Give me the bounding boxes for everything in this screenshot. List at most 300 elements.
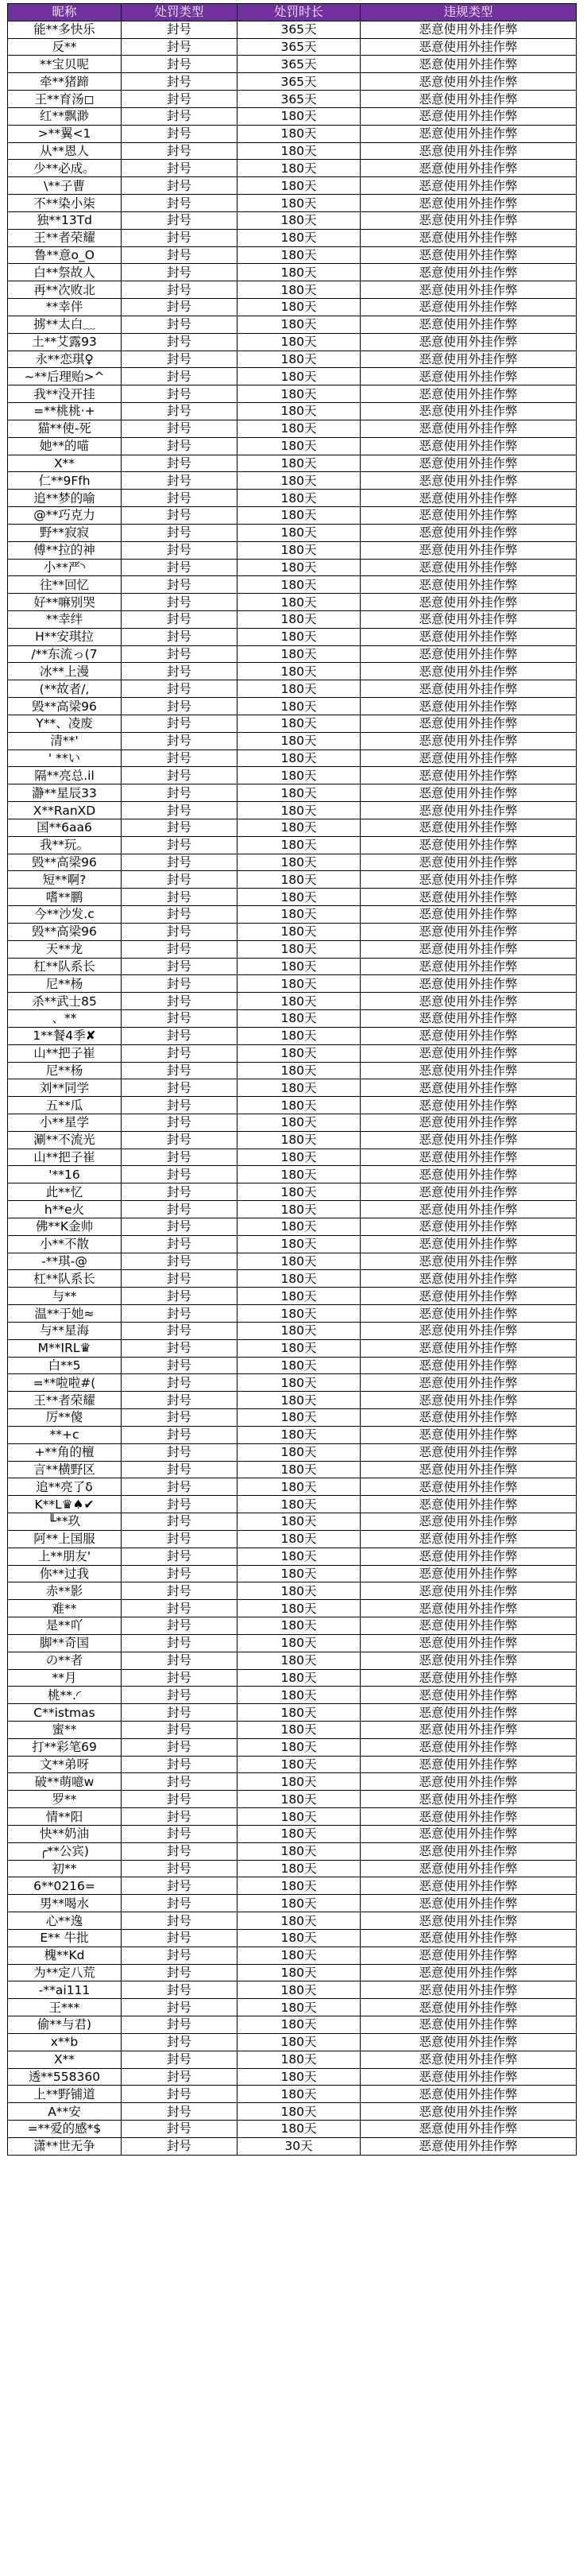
table-row [8,923,577,940]
cell-penalty-duration: 180天 [238,2086,361,2103]
cell-penalty-duration: 180天 [238,1392,361,1409]
table-row [8,211,577,229]
cell-violation-type: 恶意使用外挂作弊 [361,316,577,333]
cell-violation-type: 恶意使用外挂作弊 [361,1201,577,1218]
cell-penalty-duration: 180天 [238,2121,361,2138]
cell-violation-type: 恶意使用外挂作弊 [361,368,577,385]
table-row [8,645,577,663]
cell-penalty-type: 封号 [122,1773,238,1791]
cell-violation-type: 恶意使用外挂作弊 [361,2137,577,2155]
cell-penalty-type: 封号 [122,299,238,316]
cell-violation-type: 恶意使用外挂作弊 [361,1114,577,1132]
cell-penalty-duration: 180天 [238,715,361,732]
table-row [8,1478,577,1496]
cell-penalty-duration: 180天 [238,1044,361,1062]
table-row [8,229,577,246]
cell-penalty-type: 封号 [122,246,238,264]
cell-nickname: 杀**武士85 [8,993,122,1010]
cell-penalty-duration: 180天 [238,750,361,767]
cell-violation-type: 恶意使用外挂作弊 [361,1877,577,1895]
cell-penalty-type: 封号 [122,91,238,108]
cell-penalty-duration: 180天 [238,142,361,160]
cell-penalty-type: 封号 [122,281,238,299]
cell-penalty-type: 封号 [122,1738,238,1756]
cell-nickname: @**巧克力 [8,507,122,525]
table-row [8,142,577,160]
cell-violation-type: 恶意使用外挂作弊 [361,784,577,802]
cell-violation-type: 恶意使用外挂作弊 [361,1669,577,1687]
cell-penalty-duration: 180天 [238,1131,361,1149]
table-row [8,1929,577,1947]
cell-penalty-type: 封号 [122,610,238,628]
cell-violation-type: 恶意使用外挂作弊 [361,1253,577,1270]
cell-penalty-duration: 180天 [238,923,361,940]
cell-nickname: 王*** [8,1999,122,2016]
table-row [8,125,577,142]
cell-penalty-type: 封号 [122,1166,238,1183]
table-row [8,160,577,177]
cell-penalty-duration: 180天 [238,1652,361,1669]
cell-nickname: X** [8,455,122,472]
cell-penalty-duration: 180天 [238,1426,361,1443]
cell-nickname: M**IRL♛ [8,1339,122,1357]
cell-violation-type: 恶意使用外挂作弊 [361,1842,577,1860]
cell-violation-type: 恶意使用外挂作弊 [361,1895,577,1912]
cell-penalty-type: 封号 [122,1756,238,1773]
cell-nickname: 国**6aa6 [8,819,122,836]
cell-nickname: 难** [8,1600,122,1617]
cell-penalty-type: 封号 [122,1201,238,1218]
cell-nickname: E** 牛批 [8,1929,122,1947]
cell-penalty-duration: 180天 [238,1895,361,1912]
cell-penalty-duration: 180天 [238,784,361,802]
table-row [8,2137,577,2155]
cell-penalty-type: 封号 [122,524,238,541]
table-row [8,91,577,108]
table-row [8,2103,577,2121]
cell-penalty-duration: 180天 [238,177,361,195]
table-row [8,1791,577,1808]
cell-violation-type: 恶意使用外挂作弊 [361,73,577,91]
cell-penalty-duration: 180天 [238,1253,361,1270]
cell-violation-type: 恶意使用外挂作弊 [361,628,577,645]
cell-penalty-type: 封号 [122,1860,238,1877]
cell-penalty-duration: 180天 [238,1496,361,1513]
cell-violation-type: 恶意使用外挂作弊 [361,1166,577,1183]
cell-violation-type: 恶意使用外挂作弊 [361,211,577,229]
cell-penalty-type: 封号 [122,1895,238,1912]
table-row [8,2051,577,2068]
cell-nickname: 山**把子崔 [8,1149,122,1166]
cell-penalty-type: 封号 [122,1634,238,1652]
cell-penalty-duration: 180天 [238,645,361,663]
cell-penalty-type: 封号 [122,420,238,437]
cell-nickname: \**子曹 [8,177,122,195]
cell-penalty-duration: 180天 [238,1565,361,1582]
cell-violation-type: 恶意使用外挂作弊 [361,663,577,680]
cell-violation-type: 恶意使用外挂作弊 [361,1721,577,1738]
cell-nickname: 罗** [8,1791,122,1808]
cell-violation-type: 恶意使用外挂作弊 [361,281,577,299]
cell-nickname: 少**必成。 [8,160,122,177]
cell-violation-type: 恶意使用外挂作弊 [361,1808,577,1826]
cell-violation-type: 恶意使用外挂作弊 [361,160,577,177]
table-row [8,1062,577,1079]
cell-nickname: ~**后理贻>^ [8,368,122,385]
cell-penalty-duration: 180天 [238,1964,361,1981]
cell-penalty-type: 封号 [122,871,238,889]
cell-violation-type: 恶意使用外挂作弊 [361,1981,577,1999]
cell-penalty-duration: 180天 [238,819,361,836]
cell-penalty-duration: 180天 [238,195,361,212]
cell-penalty-type: 封号 [122,1513,238,1531]
table-row [8,524,577,541]
table-row [8,21,577,38]
cell-penalty-type: 封号 [122,1877,238,1895]
cell-violation-type: 恶意使用外挂作弊 [361,2121,577,2138]
table-row [8,1877,577,1895]
cell-nickname: h**e火 [8,1201,122,1218]
cell-nickname: 阿**上国服 [8,1530,122,1548]
cell-penalty-type: 封号 [122,1357,238,1374]
cell-penalty-type: 封号 [122,2121,238,2138]
cell-violation-type: 恶意使用外挂作弊 [361,645,577,663]
cell-nickname: 白**祭故人 [8,264,122,281]
cell-penalty-duration: 180天 [238,628,361,645]
cell-violation-type: 恶意使用外挂作弊 [361,56,577,73]
cell-nickname: **幸绊 [8,610,122,628]
cell-penalty-duration: 180天 [238,1548,361,1565]
cell-penalty-duration: 180天 [238,1461,361,1478]
cell-penalty-type: 封号 [122,1097,238,1114]
cell-penalty-type: 封号 [122,368,238,385]
cell-violation-type: 恶意使用外挂作弊 [361,1183,577,1201]
cell-violation-type: 恶意使用外挂作弊 [361,559,577,576]
cell-penalty-type: 封号 [122,2103,238,2121]
cell-penalty-duration: 180天 [238,1305,361,1323]
cell-violation-type: 恶意使用外挂作弊 [361,1756,577,1773]
table-row [8,316,577,333]
cell-nickname: 男**喝水 [8,1895,122,1912]
cell-nickname: の**者 [8,1652,122,1669]
table-row [8,663,577,680]
cell-penalty-type: 封号 [122,2033,238,2051]
cell-penalty-type: 封号 [122,351,238,368]
cell-penalty-type: 封号 [122,107,238,125]
cell-violation-type: 恶意使用外挂作弊 [361,680,577,698]
penalty-table [7,3,577,2156]
cell-penalty-type: 封号 [122,594,238,611]
cell-penalty-duration: 180天 [238,1010,361,1028]
cell-nickname: 能**多快乐 [8,21,122,38]
cell-nickname: '**16 [8,1166,122,1183]
table-row [8,1738,577,1756]
cell-nickname: 与** [8,1288,122,1305]
cell-violation-type: 恶意使用外挂作弊 [361,975,577,993]
cell-violation-type: 恶意使用外挂作弊 [361,1687,577,1704]
cell-penalty-duration: 180天 [238,610,361,628]
cell-nickname: 涮**不流光 [8,1131,122,1149]
cell-nickname: 脚**奇国 [8,1634,122,1652]
cell-penalty-type: 封号 [122,1669,238,1687]
cell-penalty-duration: 180天 [238,1981,361,1999]
header-row [8,4,577,21]
cell-penalty-duration: 180天 [238,2051,361,2068]
table-row [8,1149,577,1166]
cell-nickname: =**啦啦#( [8,1374,122,1392]
cell-penalty-type: 封号 [122,698,238,715]
cell-penalty-type: 封号 [122,1322,238,1339]
cell-nickname: K**L♛♠✔ [8,1496,122,1513]
cell-nickname: 嗜**鹏 [8,889,122,906]
cell-violation-type: 恶意使用外挂作弊 [361,21,577,38]
cell-penalty-duration: 180天 [238,316,361,333]
cell-penalty-type: 封号 [122,1010,238,1028]
cell-penalty-type: 封号 [122,1079,238,1097]
table-row [8,871,577,889]
table-row [8,1322,577,1339]
cell-nickname: 小**不散 [8,1235,122,1253]
cell-violation-type: 恶意使用外挂作弊 [361,1044,577,1062]
table-row [8,1392,577,1409]
table-row [8,1027,577,1044]
cell-nickname: 白**5 [8,1357,122,1374]
cell-violation-type: 恶意使用外挂作弊 [361,490,577,507]
cell-violation-type: 恶意使用外挂作弊 [361,1409,577,1427]
cell-penalty-type: 封号 [122,645,238,663]
table-row [8,559,577,576]
cell-penalty-duration: 180天 [238,472,361,490]
cell-penalty-type: 封号 [122,2051,238,2068]
cell-nickname: 王**者荣耀 [8,1392,122,1409]
cell-nickname: 牵**猪蹄 [8,73,122,91]
cell-penalty-duration: 180天 [238,1027,361,1044]
column-header-nickname: 昵称 [8,4,122,21]
cell-violation-type: 恶意使用外挂作弊 [361,1929,577,1947]
cell-violation-type: 恶意使用外挂作弊 [361,1339,577,1357]
table-row [8,177,577,195]
cell-penalty-duration: 180天 [238,1478,361,1496]
cell-penalty-duration: 180天 [238,1999,361,2016]
table-row [8,246,577,264]
cell-penalty-duration: 180天 [238,1912,361,1930]
table-row [8,698,577,715]
table-row [8,1600,577,1617]
cell-nickname: 不**染小柒 [8,195,122,212]
cell-penalty-type: 封号 [122,1496,238,1513]
table-row [8,958,577,975]
cell-penalty-type: 封号 [122,1149,238,1166]
cell-penalty-type: 封号 [122,1721,238,1738]
cell-penalty-duration: 365天 [238,91,361,108]
table-row [8,351,577,368]
cell-nickname: 往**回忆 [8,576,122,594]
cell-penalty-type: 封号 [122,2016,238,2034]
table-row [8,1634,577,1652]
cell-nickname: 上**朋友' [8,1548,122,1565]
cell-penalty-type: 封号 [122,1617,238,1635]
cell-nickname: 五**瓜 [8,1097,122,1114]
cell-nickname: 土**艾露93 [8,333,122,351]
cell-violation-type: 恶意使用外挂作弊 [361,594,577,611]
cell-penalty-type: 封号 [122,1947,238,1964]
cell-penalty-duration: 180天 [238,403,361,420]
cell-violation-type: 恶意使用外挂作弊 [361,455,577,472]
cell-penalty-duration: 180天 [238,836,361,854]
cell-penalty-type: 封号 [122,732,238,750]
cell-nickname: H**安琪拉 [8,628,122,645]
table-row [8,940,577,958]
cell-nickname: X** [8,2051,122,2068]
cell-violation-type: 恶意使用外挂作弊 [361,576,577,594]
column-header-violation-type: 违规类型 [361,4,577,21]
cell-penalty-duration: 180天 [238,2068,361,2086]
cell-violation-type: 恶意使用外挂作弊 [361,264,577,281]
cell-penalty-duration: 180天 [238,385,361,403]
cell-penalty-duration: 180天 [238,264,361,281]
cell-violation-type: 恶意使用外挂作弊 [361,750,577,767]
cell-penalty-duration: 180天 [238,1443,361,1461]
cell-nickname: 上**野铺道 [8,2086,122,2103]
cell-penalty-duration: 180天 [238,1409,361,1427]
table-row [8,906,577,924]
table-row [8,1756,577,1773]
cell-penalty-duration: 180天 [238,281,361,299]
table-row [8,490,577,507]
table-row [8,1530,577,1548]
cell-violation-type: 恶意使用外挂作弊 [361,1652,577,1669]
cell-penalty-duration: 180天 [238,1687,361,1704]
cell-nickname: (**故者/, [8,680,122,698]
cell-nickname: =**爱的感*$ [8,2121,122,2138]
cell-penalty-duration: 180天 [238,663,361,680]
cell-penalty-type: 封号 [122,1565,238,1582]
cell-penalty-type: 封号 [122,211,238,229]
cell-nickname: 天**龙 [8,940,122,958]
table-row [8,1842,577,1860]
table-row [8,1443,577,1461]
cell-penalty-duration: 180天 [238,1513,361,1531]
cell-penalty-type: 封号 [122,1062,238,1079]
cell-nickname: 是**吖 [8,1617,122,1635]
cell-nickname: 言**横野区 [8,1461,122,1478]
cell-penalty-duration: 180天 [238,351,361,368]
cell-violation-type: 恶意使用外挂作弊 [361,351,577,368]
cell-penalty-duration: 180天 [238,1808,361,1826]
cell-penalty-duration: 180天 [238,333,361,351]
cell-violation-type: 恶意使用外挂作弊 [361,1149,577,1166]
cell-violation-type: 恶意使用外挂作弊 [361,142,577,160]
cell-penalty-duration: 180天 [238,1235,361,1253]
cell-nickname: 傅**拉的神 [8,541,122,559]
table-row [8,1114,577,1132]
cell-penalty-duration: 180天 [238,541,361,559]
cell-penalty-type: 封号 [122,2068,238,2086]
table-row [8,1339,577,1357]
table-row [8,368,577,385]
cell-violation-type: 恶意使用外挂作弊 [361,1530,577,1548]
table-row [8,1097,577,1114]
cell-penalty-type: 封号 [122,1235,238,1253]
cell-nickname: 鲁**意o_O [8,246,122,264]
cell-penalty-type: 封号 [122,507,238,525]
cell-violation-type: 恶意使用外挂作弊 [361,1305,577,1323]
table-row [8,1253,577,1270]
table-row [8,1964,577,1981]
cell-nickname: ' **い [8,750,122,767]
cell-penalty-duration: 365天 [238,38,361,56]
table-row [8,1131,577,1149]
cell-violation-type: 恶意使用外挂作弊 [361,195,577,212]
cell-nickname: 反** [8,38,122,56]
cell-violation-type: 恶意使用外挂作弊 [361,1548,577,1565]
cell-penalty-duration: 180天 [238,1097,361,1114]
table-row [8,507,577,525]
cell-violation-type: 恶意使用外挂作弊 [361,1912,577,1930]
cell-violation-type: 恶意使用外挂作弊 [361,403,577,420]
cell-nickname: 从**恩人 [8,142,122,160]
cell-penalty-duration: 180天 [238,107,361,125]
cell-penalty-duration: 180天 [238,680,361,698]
table-row [8,993,577,1010]
cell-penalty-type: 封号 [122,56,238,73]
cell-penalty-type: 封号 [122,333,238,351]
table-row [8,819,577,836]
cell-nickname: >**翼<1 [8,125,122,142]
cell-penalty-duration: 180天 [238,1704,361,1722]
table-row [8,1773,577,1791]
cell-nickname: 潇**世无争 [8,2137,122,2155]
table-row [8,1496,577,1513]
cell-nickname: 刘**同学 [8,1079,122,1097]
cell-violation-type: 恶意使用外挂作弊 [361,1478,577,1496]
table-row [8,1235,577,1253]
cell-violation-type: 恶意使用外挂作弊 [361,940,577,958]
table-row [8,1565,577,1582]
cell-violation-type: 恶意使用外挂作弊 [361,715,577,732]
table-row [8,1305,577,1323]
table-row [8,2016,577,2034]
cell-violation-type: 恶意使用外挂作弊 [361,1062,577,1079]
cell-nickname: 独**13Td [8,211,122,229]
cell-violation-type: 恶意使用外挂作弊 [361,246,577,264]
table-row [8,1981,577,1999]
table-row [8,1270,577,1288]
cell-penalty-duration: 180天 [238,1860,361,1877]
cell-penalty-type: 封号 [122,993,238,1010]
table-row [8,2121,577,2138]
cell-nickname: 短**啊? [8,871,122,889]
table-row [8,1721,577,1738]
table-row [8,1895,577,1912]
cell-penalty-duration: 180天 [238,2103,361,2121]
table-row [8,264,577,281]
cell-violation-type: 恶意使用外挂作弊 [361,2051,577,2068]
cell-penalty-type: 封号 [122,490,238,507]
table-row [8,1201,577,1218]
cell-penalty-type: 封号 [122,1981,238,1999]
table-row [8,1669,577,1687]
cell-penalty-type: 封号 [122,836,238,854]
cell-penalty-duration: 180天 [238,1339,361,1357]
table-row [8,1374,577,1392]
cell-penalty-type: 封号 [122,1392,238,1409]
cell-violation-type: 恶意使用外挂作弊 [361,1999,577,2016]
cell-violation-type: 恶意使用外挂作弊 [361,420,577,437]
cell-penalty-duration: 180天 [238,1947,361,1964]
cell-penalty-type: 封号 [122,1530,238,1548]
table-row [8,299,577,316]
